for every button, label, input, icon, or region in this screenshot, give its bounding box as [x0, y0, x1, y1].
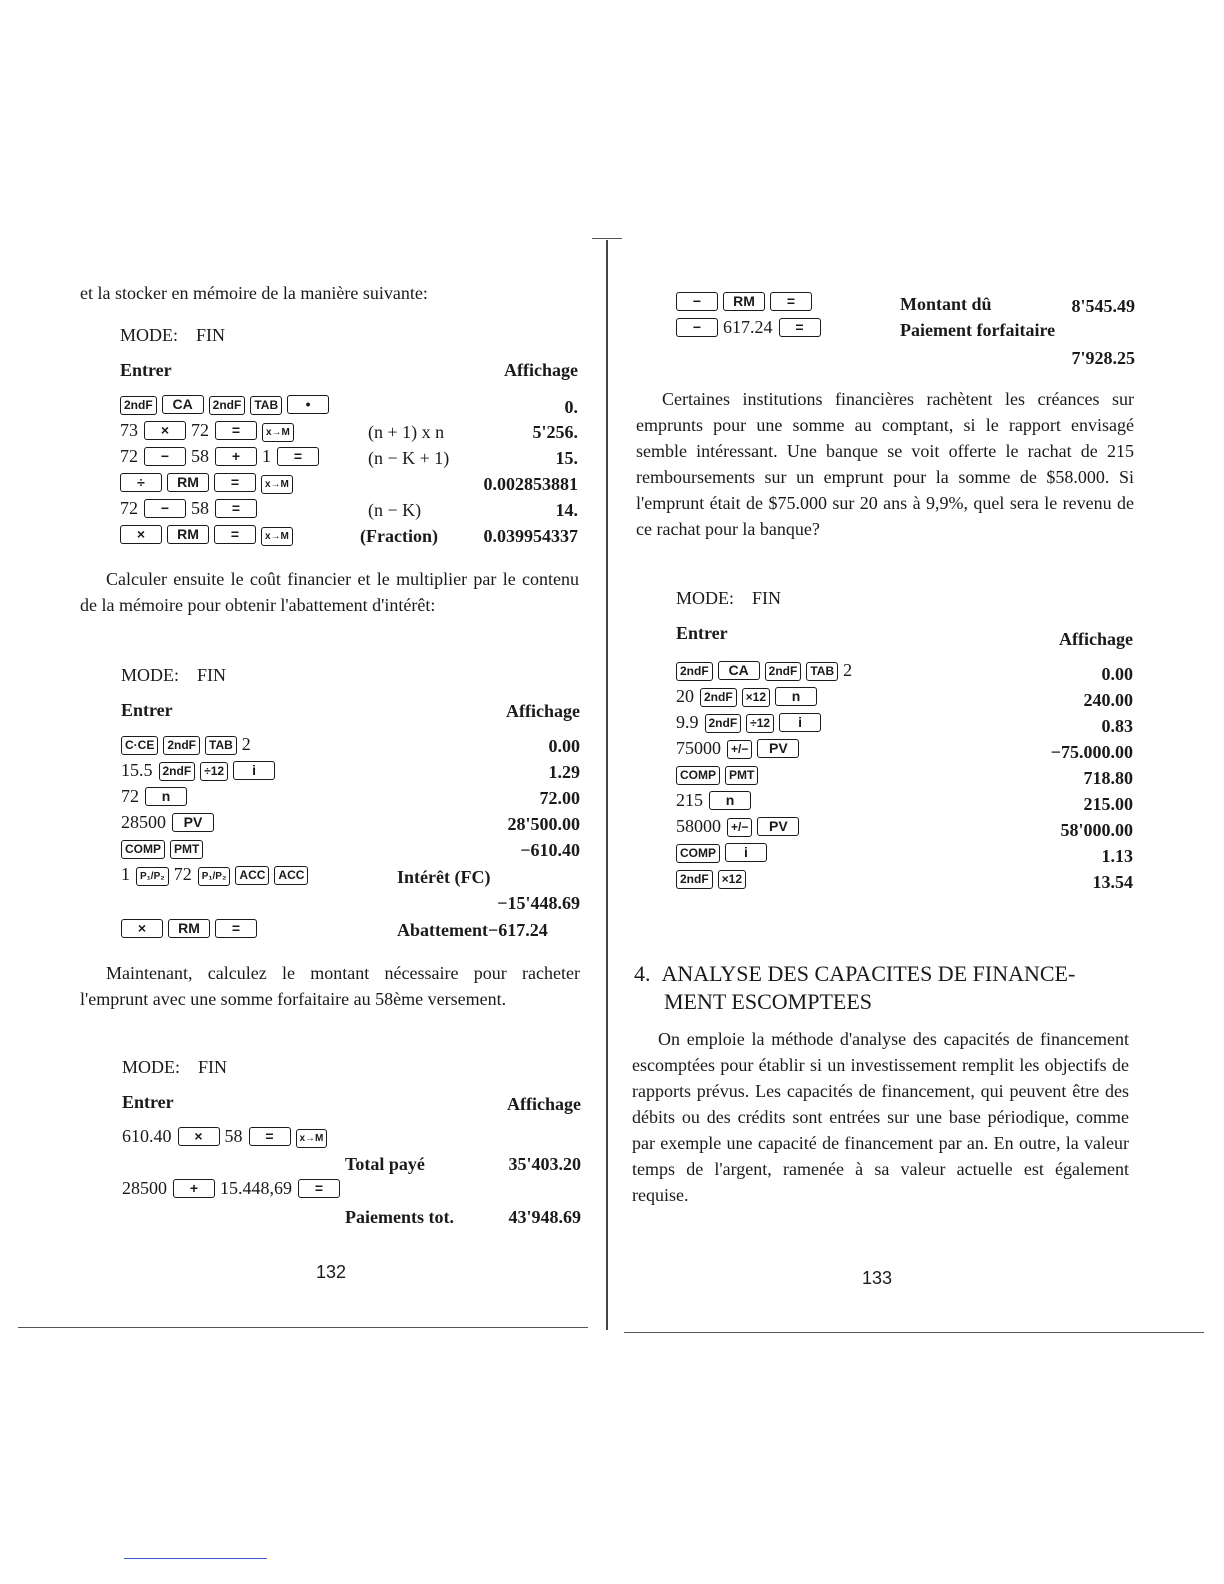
display-value: −15'448.69 [497, 893, 580, 913]
key-equals: = [779, 318, 821, 337]
entry-number: 215 [676, 790, 703, 810]
key-times-12: ×12 [742, 688, 770, 707]
display-value: 72.00 [539, 788, 580, 808]
key-2ndf: 2ndF [676, 870, 713, 889]
display-value: 14. [555, 500, 578, 520]
key-divide-12: ÷12 [200, 762, 228, 781]
footer-blue-rule [124, 1558, 267, 1559]
key-acc: ACC [274, 866, 308, 885]
display-value: 0.039954337 [483, 526, 578, 546]
col-enter-header: Entrer [122, 1092, 174, 1112]
col-display-header: Affichage [504, 360, 578, 380]
key-equals: = [249, 1127, 291, 1146]
keystroke-row [120, 471, 298, 494]
section-title-line2: MENT ESCOMPTEES [664, 989, 873, 1014]
keystroke-row [122, 1125, 332, 1148]
row-note: Paiements tot. [345, 1207, 454, 1227]
mode-text: MODE: [120, 325, 178, 345]
display-value: 0. [564, 397, 578, 417]
key-i: i [233, 761, 275, 780]
mode-value: FIN [197, 665, 227, 685]
key-multiply: × [144, 421, 186, 440]
mode-label [120, 324, 225, 346]
row-note: (n − K + 1) [368, 448, 450, 468]
key-tab: TAB [806, 662, 838, 681]
display-value: 1.29 [548, 762, 580, 782]
keystroke-row [121, 785, 192, 807]
key-minus: − [144, 499, 186, 518]
entry-number: 15.448,69 [220, 1178, 292, 1198]
key-ca: CA [162, 395, 204, 414]
keystroke-row [121, 863, 313, 886]
keystroke-row [121, 759, 280, 781]
display-value: 240.00 [1083, 690, 1133, 710]
key-comp: COMP [676, 844, 720, 863]
key-multiply: × [178, 1127, 220, 1146]
entry-number: 72 [120, 498, 138, 518]
key-acc: ACC [235, 866, 269, 885]
col-enter-header: Entrer [676, 623, 728, 643]
keystroke-row [676, 867, 751, 889]
mode-value: FIN [198, 1057, 228, 1077]
key-rm: RM [168, 919, 210, 938]
keystroke-row [676, 737, 804, 759]
mode-text: MODE: [122, 1057, 180, 1077]
key-pmt: PMT [725, 766, 758, 785]
entry-number: 73 [120, 420, 138, 440]
keystroke-row [120, 445, 324, 467]
left-bottom-rule [18, 1327, 588, 1328]
key-n: n [775, 687, 817, 706]
key-x-to-m: x→M [262, 423, 294, 442]
display-value: 5'256. [532, 422, 578, 442]
entry-number: 9.9 [676, 712, 699, 732]
row-note [397, 919, 548, 941]
key-plus: + [173, 1179, 215, 1198]
entry-number: 28500 [121, 812, 166, 832]
key-plus: + [215, 447, 257, 466]
mode-text: MODE: [676, 588, 734, 608]
display-value: 43'948.69 [508, 1207, 581, 1227]
key-minus: − [676, 292, 718, 311]
entry-number: 72 [191, 420, 209, 440]
section-heading [634, 960, 1075, 988]
keystroke-row [120, 523, 298, 546]
key-2ndf: 2ndF [209, 396, 246, 415]
key-multiply: × [121, 919, 163, 938]
key-pv: PV [757, 817, 799, 836]
key-equals: = [770, 292, 812, 311]
key-2ndf: 2ndF [676, 662, 713, 681]
keystroke-row [120, 497, 262, 519]
display-value: 15. [555, 448, 578, 468]
key-p1-p2: P₁/P₂ [136, 867, 169, 886]
key-times-12: ×12 [718, 870, 746, 889]
keystroke-row [676, 815, 804, 837]
key-2ndf: 2ndF [159, 762, 196, 781]
display-value: 215.00 [1083, 794, 1133, 814]
display-value: 28'500.00 [507, 814, 580, 834]
entry-number: 15.5 [121, 760, 153, 780]
key-x-to-m: x→M [261, 475, 293, 494]
row-note: Paiement forfaitaire [900, 320, 1056, 340]
display-value: 0.002853881 [483, 474, 578, 494]
display-value: 35'403.20 [508, 1154, 581, 1174]
entry-number: 1 [262, 446, 271, 466]
mode-value: FIN [196, 325, 226, 345]
entry-number: 72 [120, 446, 138, 466]
key-p1-p2: P₁/P₂ [198, 867, 231, 886]
center-gutter-line [606, 240, 608, 1330]
key-multiply: × [120, 525, 162, 544]
key-pv: PV [172, 813, 214, 832]
entry-number: 72 [173, 864, 192, 884]
col-display-header: Affichage [1059, 629, 1133, 649]
display-value: −610.40 [520, 840, 580, 860]
key-2ndf: 2ndF [120, 396, 157, 415]
keystroke-row [121, 733, 257, 755]
entry-number: 617.24 [723, 317, 773, 337]
keystroke-row [120, 393, 334, 415]
key-x-to-m: x→M [296, 1129, 328, 1148]
mode-text: MODE: [121, 665, 179, 685]
keystroke-row [676, 841, 772, 863]
right-paragraph-2: On emploie la méthode d'analyse des capacités de financement escomptées pour établir si un investissement remplit les objectifs de rapports prévus. Les capacités de financement, qui peuvent être des débits ou des crédits sont entrées sur une base périodique, comme par exemple une capacité de financement par an. En outre, la valeur temps de l'argent, ramenée à sa valeur actuelle est également requise. [632, 1029, 1129, 1205]
key-tab: TAB [250, 396, 282, 415]
entry-number: 58000 [676, 816, 721, 836]
key-2ndf: 2ndF [705, 714, 742, 733]
key-2ndf: 2ndF [700, 688, 737, 707]
col-display-header: Affichage [507, 1094, 581, 1114]
key-equals: = [214, 473, 256, 492]
keystroke-row [676, 685, 822, 707]
right-bottom-rule [624, 1332, 1204, 1333]
entry-number: 2 [843, 660, 853, 680]
key-2ndf: 2ndF [163, 736, 200, 755]
row-note: Montant dû [900, 294, 992, 314]
keystroke-row [676, 789, 756, 811]
key-ca: CA [718, 661, 760, 680]
left-paragraph-2: Calculer ensuite le coût financier et le multiplier par le contenu de la mémoire pour obtenir l'abattement d'intérêt: [80, 569, 579, 615]
abattement-value: −617.24 [487, 920, 548, 940]
mode-label [122, 1056, 227, 1078]
keystroke-row [676, 659, 858, 681]
key-divide-12: ÷12 [746, 714, 774, 733]
key-tab: TAB [205, 736, 237, 755]
col-display-header: Affichage [506, 701, 580, 721]
section-number: 4. [634, 961, 651, 986]
key-rm: RM [167, 473, 209, 492]
keystroke-row [122, 1177, 345, 1199]
display-value: 8'545.49 [1071, 296, 1135, 316]
entry-number: 75000 [676, 738, 721, 758]
key-rm: RM [723, 292, 765, 311]
top-edge-mark [592, 238, 622, 239]
key-c-ce: C·CE [121, 736, 158, 755]
row-note: (n − K) [368, 500, 422, 520]
entry-number: 610.40 [122, 1126, 172, 1146]
keystroke-row [676, 316, 826, 338]
entry-number: 28500 [122, 1178, 167, 1198]
key-change-sign: +/− [727, 818, 752, 837]
key-pv: PV [757, 739, 799, 758]
mode-label [676, 587, 781, 609]
key-equals: = [215, 919, 257, 938]
key-equals: = [215, 499, 257, 518]
key-decimal: • [287, 395, 329, 414]
display-value: 58'000.00 [1060, 820, 1133, 840]
key-i: i [725, 843, 767, 862]
mode-value: FIN [752, 588, 782, 608]
entry-number: 58 [224, 1126, 243, 1146]
abattement-label: Abattement [397, 920, 488, 940]
page-number-left: 132 [316, 1262, 347, 1282]
key-divide: ÷ [120, 473, 162, 492]
right-paragraph-1: Certaines institutions financières rachètent les créances sur emprunts pour une somme au comptant, si le rapport envisagé semble intéressant. Une banque se voit offerte le rachat de 215 remboursements sur un emprunt pour la somme de $58.000. Si l'emprunt était de $75.000 sur 20 ans à 9,9%, quel sera le revenu de ce rachat pour la banque? [636, 389, 1134, 539]
key-2ndf: 2ndF [765, 662, 802, 681]
row-note: Intérêt (FC) [397, 867, 491, 887]
key-comp: COMP [676, 766, 720, 785]
key-n: n [145, 787, 187, 806]
keystroke-row [120, 419, 299, 442]
entry-number: 2 [241, 734, 251, 754]
key-pmt: PMT [170, 840, 203, 859]
display-value: −75.000.00 [1050, 742, 1133, 762]
row-note: (n + 1) x n [368, 422, 445, 442]
keystroke-row [121, 811, 219, 833]
keystroke-row [121, 917, 262, 939]
key-minus: − [676, 318, 718, 337]
key-comp: COMP [121, 840, 165, 859]
keystroke-row [676, 290, 817, 312]
keystroke-row [676, 711, 826, 733]
entry-number: 58 [191, 446, 209, 466]
display-value: 13.54 [1092, 872, 1133, 892]
keystroke-row [676, 763, 763, 785]
mode-label [121, 664, 226, 686]
col-enter-header: Entrer [120, 360, 172, 380]
col-enter-header: Entrer [121, 700, 173, 720]
row-note: Total payé [345, 1154, 425, 1174]
key-equals: = [215, 421, 257, 440]
display-value: 1.13 [1101, 846, 1133, 866]
page-number-right: 133 [862, 1268, 893, 1288]
left-paragraph-3: Maintenant, calculez le montant nécessaire pour racheter l'emprunt avec une somme forfaitaire au 58ème versement. [80, 963, 580, 1009]
key-rm: RM [167, 525, 209, 544]
key-equals: = [214, 525, 256, 544]
key-equals: = [298, 1179, 340, 1198]
entry-number: 58 [191, 498, 209, 518]
key-x-to-m: x→M [261, 527, 293, 546]
left-intro: et la stocker en mémoire de la manière suivante: [80, 283, 428, 303]
entry-number: 1 [121, 864, 130, 884]
display-value: 718.80 [1083, 768, 1133, 788]
display-value: 0.83 [1101, 716, 1133, 736]
display-value: 0.00 [548, 736, 580, 756]
key-change-sign: +/− [727, 740, 752, 759]
section-title-line1: ANALYSE DES CAPACITES DE FINANCE- [661, 961, 1076, 986]
key-i: i [779, 713, 821, 732]
key-n: n [709, 791, 751, 810]
key-minus: − [144, 447, 186, 466]
display-value: 0.00 [1101, 664, 1133, 684]
row-note: (Fraction) [360, 526, 438, 546]
display-value: 7'928.25 [1071, 348, 1135, 368]
keystroke-row [121, 837, 208, 859]
key-equals: = [277, 447, 319, 466]
entry-number: 72 [121, 786, 139, 806]
entry-number: 20 [676, 686, 694, 706]
